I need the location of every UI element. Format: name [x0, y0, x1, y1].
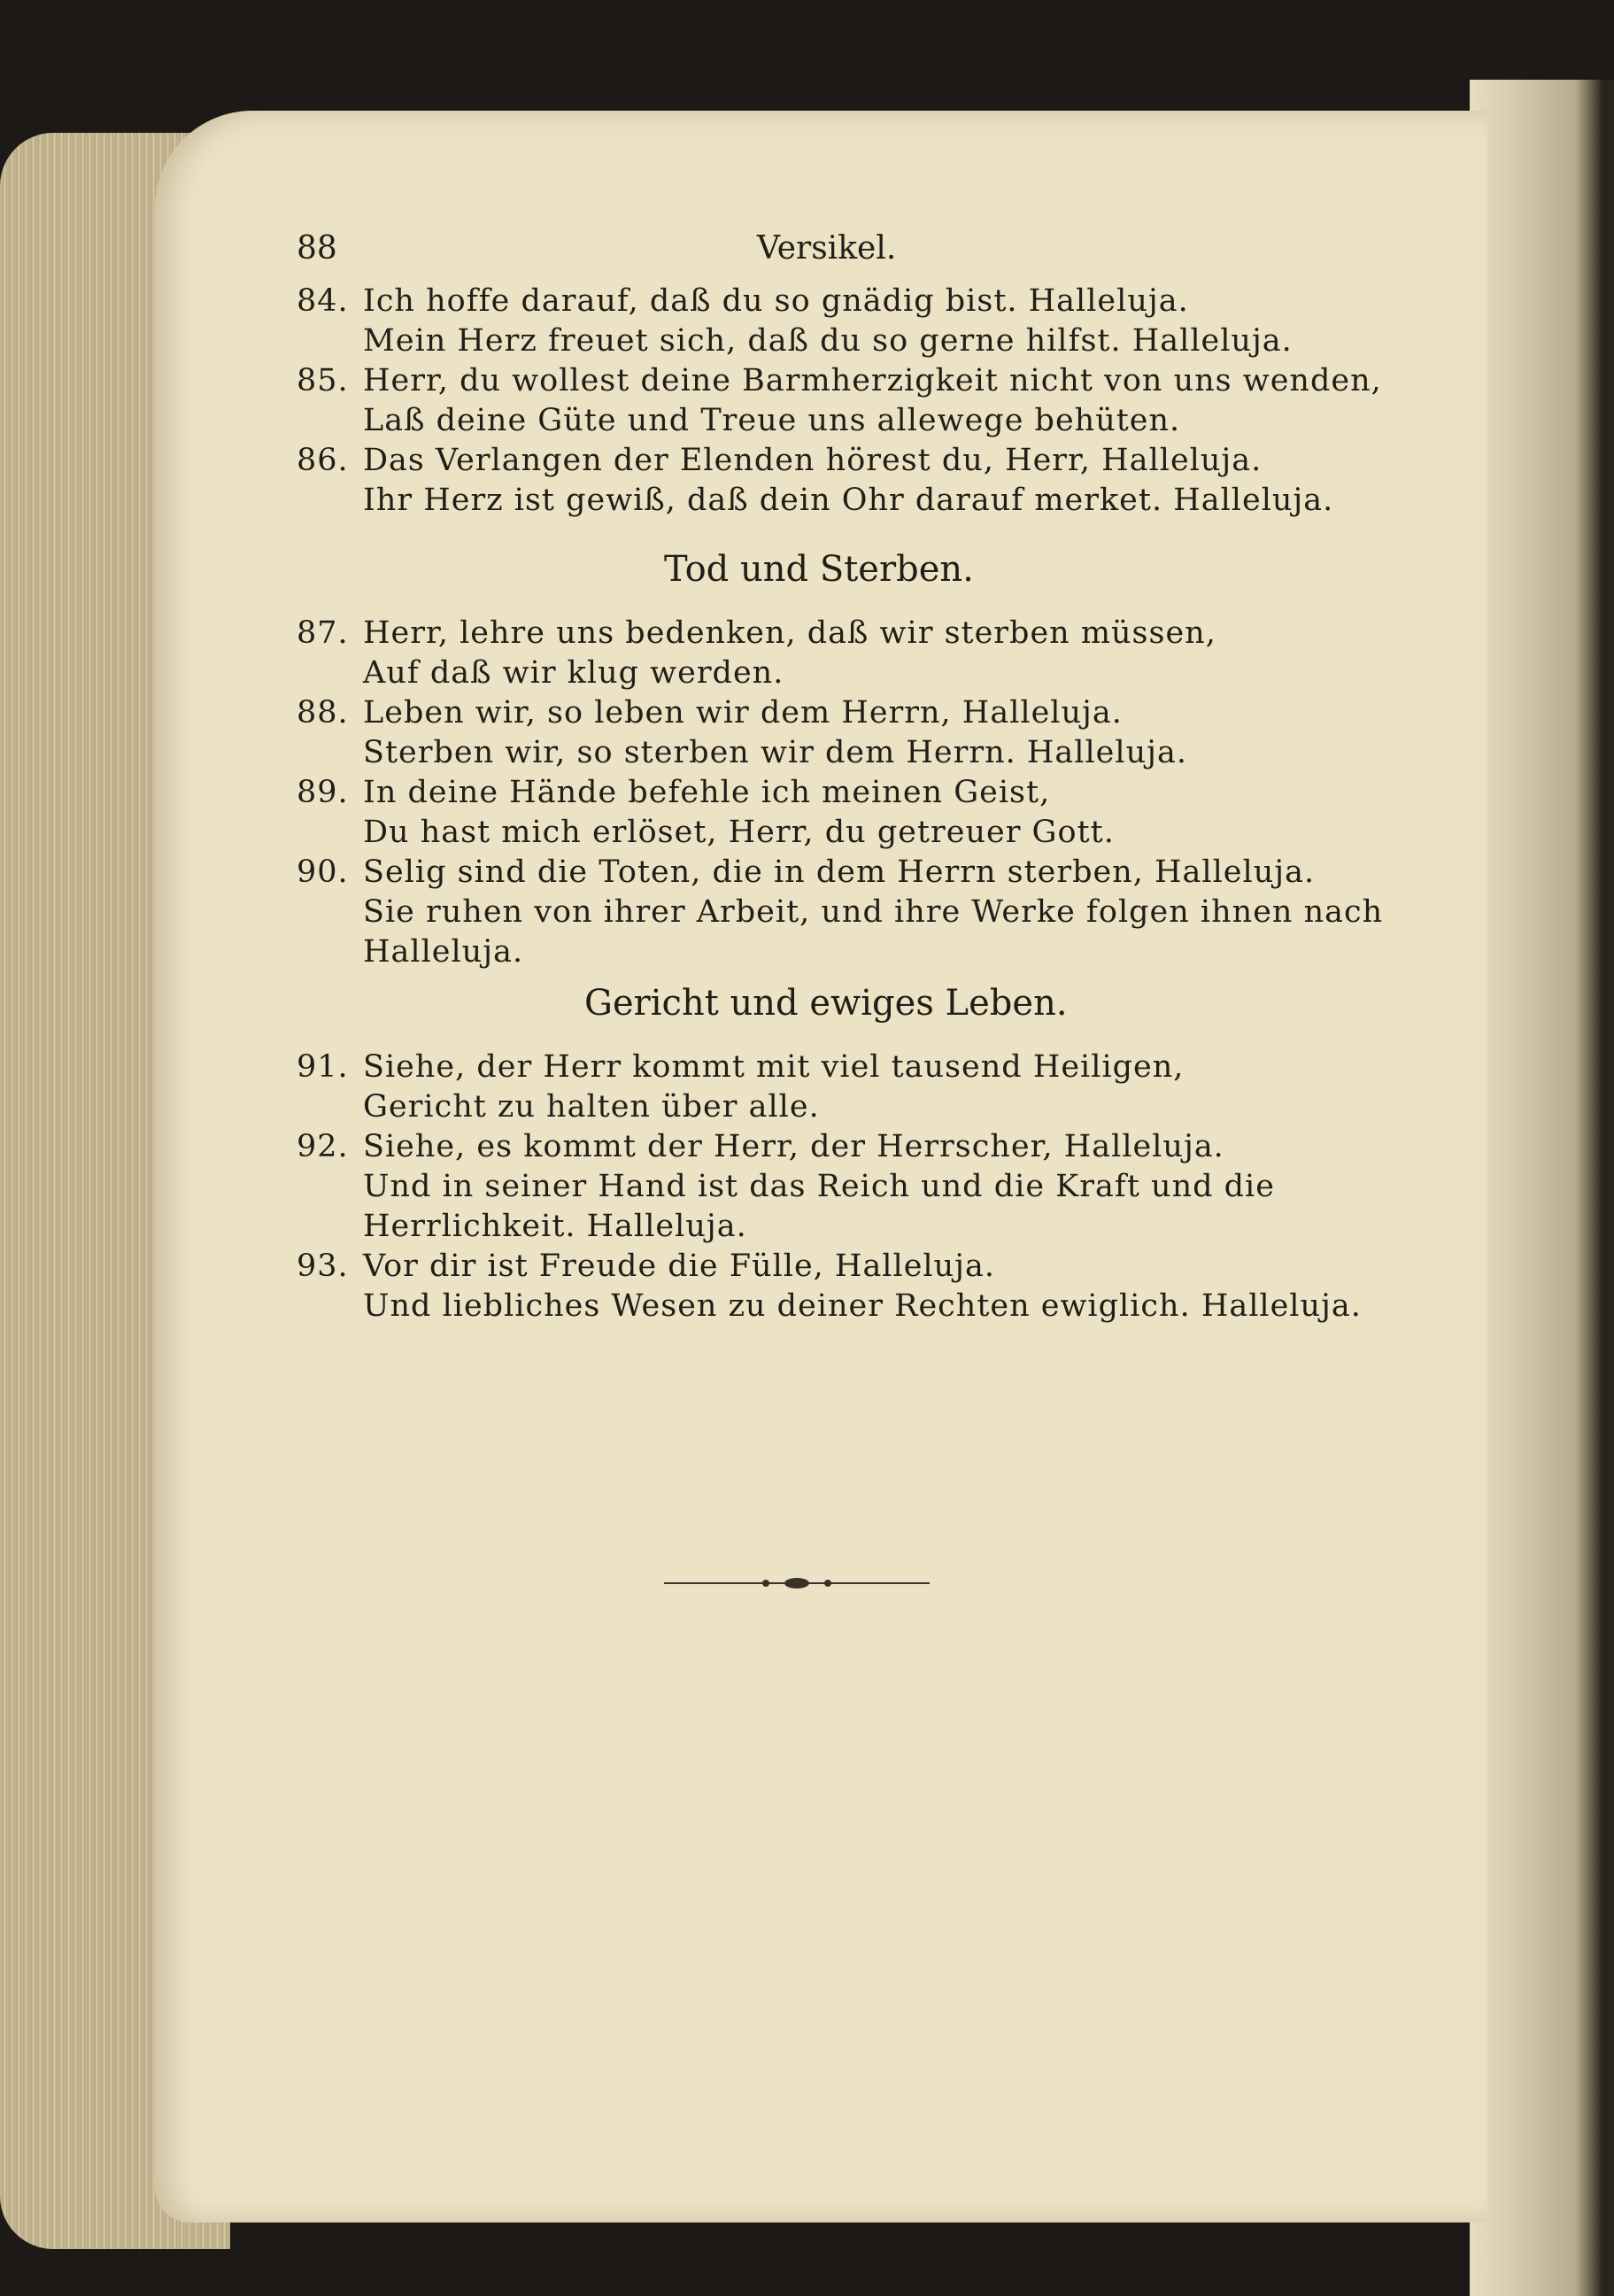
- verse-line: Mein Herz freuet sich, daß du so gerne hilfst. Halleluja.: [363, 323, 1293, 359]
- verse-line: Sterben wir, so sterben wir dem Herrn. Halleluja.: [363, 735, 1187, 770]
- verse-number: 90.: [297, 854, 349, 890]
- verse-line: Siehe, es kommt der Herr, der Herrscher, Halleluja.: [363, 1129, 1224, 1164]
- verse-line: Auf daß wir klug werden.: [363, 655, 784, 691]
- running-title: Versikel.: [757, 230, 897, 267]
- verse-number: 92.: [297, 1129, 349, 1164]
- section-heading-gericht-und-ewiges-leben: Gericht und ewiges Leben.: [584, 983, 1068, 1024]
- verse-number: 93.: [297, 1248, 349, 1284]
- verse-line: Siehe, der Herr kommt mit viel tausend Heiligen,: [363, 1049, 1185, 1085]
- verse-number: 88.: [297, 695, 349, 731]
- verse-line: Das Verlangen der Elenden hörest du, Herr, Halleluja.: [363, 443, 1263, 478]
- verse-line: Laß deine Güte und Treue uns allewege behüten.: [363, 403, 1181, 438]
- verse-line: Und in seiner Hand ist das Reich und die Kraft und die: [363, 1169, 1275, 1204]
- verse-line: Herrlichkeit. Halleluja.: [363, 1209, 747, 1244]
- verse-line: Sie ruhen von ihrer Arbeit, und ihre Werke folgen ihnen nach: [363, 894, 1384, 930]
- verse-line: Gericht zu halten über alle.: [363, 1089, 820, 1125]
- verse-line: Leben wir, so leben wir dem Herrn, Halleluja.: [363, 695, 1123, 731]
- book-page: [155, 111, 1487, 2223]
- verse-number: 85.: [297, 363, 349, 398]
- verse-line: In deine Hände befehle ich meinen Geist,: [363, 775, 1051, 810]
- verse-number: 84.: [297, 283, 349, 319]
- verse-number: 86.: [297, 443, 349, 478]
- verse-number: 89.: [297, 775, 349, 810]
- verse-line: Herr, lehre uns bedenken, daß wir sterben müssen,: [363, 615, 1216, 651]
- section-heading-tod-und-sterben: Tod und Sterben.: [664, 549, 974, 590]
- verse-line: Du hast mich erlöset, Herr, du getreuer Gott.: [363, 815, 1115, 850]
- verse-line: Vor dir ist Freude die Fülle, Halleluja.: [363, 1248, 995, 1284]
- verse-line: Ich hoffe darauf, daß du so gnädig bist. Halleluja.: [363, 283, 1189, 319]
- verse-number: 91.: [297, 1049, 349, 1085]
- verse-line: Selig sind die Toten, die in dem Herrn sterben, Halleluja.: [363, 854, 1316, 890]
- book-spine-edge: [1470, 80, 1614, 2296]
- verse-line: Und liebliches Wesen zu deiner Rechten ewiglich. Halleluja.: [363, 1288, 1362, 1324]
- end-ornament-icon: [664, 1576, 930, 1590]
- verse-line: Herr, du wollest deine Barmherzigkeit nicht von uns wenden,: [363, 363, 1382, 398]
- verse-line: Halleluja.: [363, 934, 524, 970]
- verse-line: Ihr Herz ist gewiß, daß dein Ohr darauf merket. Halleluja.: [363, 483, 1334, 518]
- page-number: 88: [297, 230, 337, 267]
- verse-number: 87.: [297, 615, 349, 651]
